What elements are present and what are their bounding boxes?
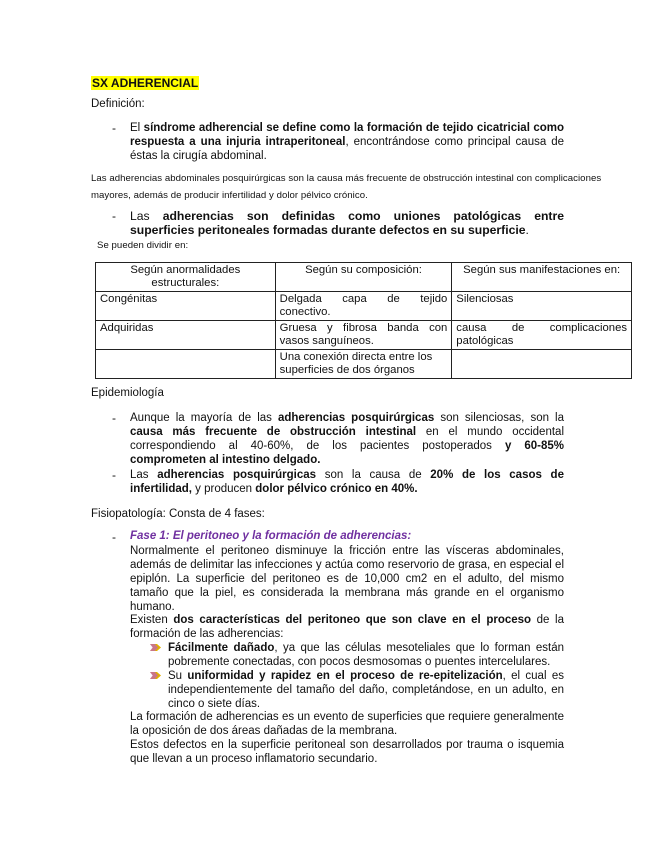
text-run: son la causa de [316, 469, 431, 481]
fase-1-paragraph-4: Estos defectos en la superficie peritoneal son desarrollados por trauma o isquemia que llevan a un proceso inflamatorio secundario. [130, 739, 564, 765]
text-run: Aunque la mayoría de las [130, 412, 278, 424]
text-run: Su [168, 670, 188, 682]
text-run: , encontrándose como principal causa de éstas la cirugía abdominal. [130, 136, 564, 162]
table-row [96, 292, 632, 321]
text-run: Existen [130, 614, 174, 626]
table-cell: causa de complicaciones patológicas [452, 321, 632, 350]
bullet-item-1 [168, 641, 564, 669]
text-run: son silenciosas, son la [434, 412, 565, 424]
arrow-bullet-icon [150, 671, 161, 680]
text-bold: uniformidad y rapidez en el proceso de re-epitelización [187, 670, 503, 682]
table-cell [452, 350, 632, 379]
arrow-bullet-icon [150, 643, 161, 652]
text-run: El [130, 122, 144, 134]
text-run: de la formación de las adherencias: [130, 614, 564, 640]
epidemiologia-label: Epidemiología [91, 387, 164, 399]
table-row [96, 350, 632, 379]
text-run: Las [130, 469, 158, 481]
table-header-cell: Según su composición: [275, 263, 452, 292]
epidemiology-item-2 [130, 468, 564, 496]
definition-item-1 [130, 121, 564, 163]
dash-marker: - [112, 530, 116, 544]
table-header-row [96, 263, 632, 292]
dash-marker: - [112, 468, 116, 482]
dash-marker: - [112, 121, 116, 135]
text-run: y producen [191, 483, 256, 495]
table-header-cell: Según anormalidades estructurales: [96, 263, 276, 292]
text-bold: adherencias posquirúrgicas [157, 469, 317, 481]
text-run: Las [130, 209, 163, 223]
text-run: , ya que las células mesoteliales que lo forman están pobremente conectadas, con pocos desmosomas o puentes intercelulares. [168, 642, 564, 668]
bullet-item-2 [168, 669, 564, 711]
fase-1-paragraph-1: Normalmente el peritoneo disminuye la fricción entre las vísceras abdominales, además de delimitar las infecciones y actúa como reservorio de grasa, en especial el epiplón. La superficie del peritoneo es de 10,000 cm2 en el adulto, del mismo tamaño que la piel, es considerada la membrana más grande en el organismo humano. [130, 545, 564, 613]
definition-item-2 [130, 209, 564, 237]
text-bold: dos características del peritoneo que son clave en el proceso [173, 614, 532, 626]
text-bold: y 60-85% comprometen al intestino delgado. [130, 440, 564, 466]
definicion-label: Definición: [91, 98, 145, 110]
fase-1-title: Fase 1: El peritoneo y la formación de adherencias: [130, 530, 412, 542]
text-bold: adherencias son definidas como uniones patológicas entre superficies peritoneales formadas durante defectos en su superficie [130, 209, 564, 237]
text-bold: dolor pélvico crónico en 40%. [255, 483, 418, 495]
text-bold: causa más frecuente de obstrucción intestinal [130, 426, 417, 438]
table-cell: Una conexión directa entre los superficies de dos órganos [275, 350, 452, 379]
table-cell [96, 350, 276, 379]
dash-marker: - [112, 209, 116, 223]
table-cell: Adquiridas [96, 321, 276, 350]
epidemiology-item-1 [130, 411, 564, 467]
table-cell: Gruesa y fibrosa banda con vasos sanguíneos. [275, 321, 452, 350]
table-cell: Delgada capa de tejido conectivo. [275, 292, 452, 321]
note-paragraph: Las adherencias abdominales posquirúrgicas son la causa más frecuente de obstrucción intestinal con complicaciones mayores, además de producir infertilidad y dolor pélvico crónico. [91, 173, 602, 201]
fisiopatologia-label: Fisiopatología: Consta de 4 fases: [91, 508, 265, 520]
text-run: . [525, 223, 529, 237]
table-cell: Silenciosas [452, 292, 632, 321]
text-bold: 20% de los casos de infertilidad, [130, 469, 564, 495]
fase-1-paragraph-2 [130, 613, 564, 641]
table-header-cell: Según sus manifestaciones en: [452, 263, 632, 292]
dash-marker: - [112, 411, 116, 425]
text-bold: Fácilmente dañado [168, 642, 275, 654]
table-cell: Congénitas [96, 292, 276, 321]
divide-label: Se pueden dividir en: [97, 240, 189, 251]
text-bold: síndrome adherencial se define como la formación de tejido cicatricial como respuesta a una injuria intraperitoneal [130, 122, 565, 148]
document-title: SX ADHERENCIAL [92, 76, 199, 90]
text-bold: adherencias posquirúrgicas [277, 412, 435, 424]
text-run: en el mundo occidental correspondiendo al 40-60%, de los pacientes postoperados [130, 426, 564, 452]
text-run: , el cual es independientemente del tamaño del daño, completándose, en un adulto, en cinco o siete días. [168, 670, 564, 710]
classification-table [95, 262, 632, 379]
table-row [96, 321, 632, 350]
fase-1-paragraph-3: La formación de adherencias es un evento de superficies que requiere generalmente la oposición de dos áreas dañadas de la membrana. [130, 711, 564, 737]
